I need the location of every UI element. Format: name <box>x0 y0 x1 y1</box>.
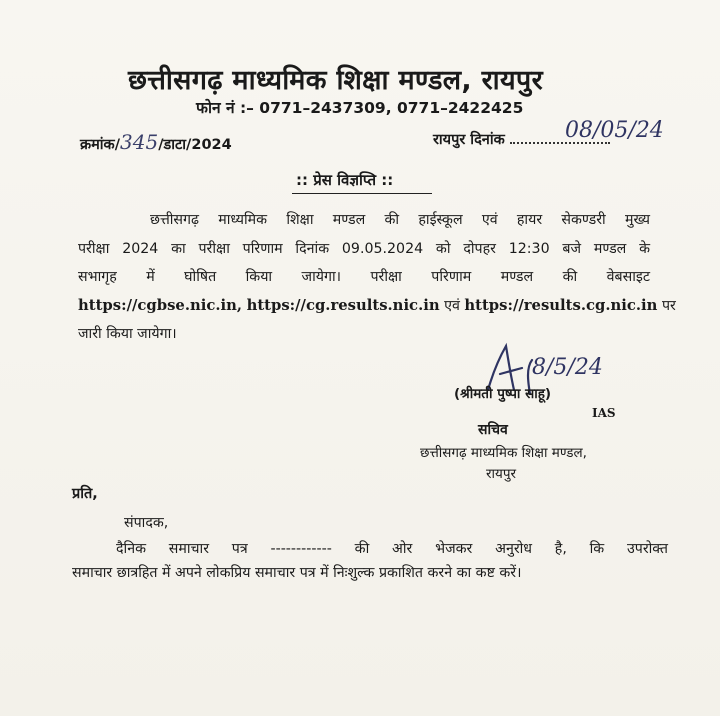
recipient-editor: संपादक, <box>124 515 169 531</box>
handwritten-date: 08/05/24 <box>565 118 664 143</box>
signatory-designation: सचिव <box>478 422 508 438</box>
body-tail: पर <box>661 297 676 314</box>
date-prefix: रायपुर दिनांक <box>433 132 505 148</box>
body-conjunction: एवं <box>444 297 460 314</box>
notice-body <box>78 206 676 349</box>
signatory-city: रायपुर <box>486 466 517 482</box>
request-line-2: समाचार छात्रहित में अपने लोकप्रिय समाचार पत्र में निःशुल्क प्रकाशित करने का कष्ट करें। <box>72 565 522 581</box>
recipient-to: प्रति, <box>72 486 98 502</box>
notice-title: :: प्रेस विज्ञप्ति :: <box>296 171 394 189</box>
website-url-2: https://cg.results.nic.in <box>246 296 440 314</box>
phone-numbers: फोन नं :– 0771–2437309, 0771–2422425 <box>196 99 524 117</box>
signatory-service: IAS <box>592 406 616 420</box>
reference-suffix: /डाटा/2024 <box>158 137 232 153</box>
website-url-1: https://cgbse.nic.in, <box>78 296 243 314</box>
body-line-4 <box>78 292 676 321</box>
signatory-organization: छत्तीसगढ़ माध्यमिक शिक्षा मण्डल, <box>420 445 587 461</box>
reference-number <box>80 130 232 154</box>
reference-handwritten-number: 345 <box>120 130 159 154</box>
body-line-5: जारी किया जायेगा। <box>78 326 177 342</box>
body-line-3: सभागृह में घोषित किया जायेगा। परीक्षा परिणाम मण्डल की वेबसाइट <box>78 269 650 285</box>
recipient-request <box>72 537 668 585</box>
body-line-2: परीक्षा 2024 का परीक्षा परिणाम दिनांक 09.05.2024 को दोपहर 12:30 बजे मण्डल के <box>78 240 650 257</box>
website-url-3: https://results.cg.nic.in <box>464 296 658 314</box>
organization-title: छत्तीसगढ़ माध्यमिक शिक्षा मण्डल, रायपुर <box>128 65 543 96</box>
signatory-name: (श्रीमती पुष्पा साहू) <box>454 386 552 402</box>
request-line-1: दैनिक समाचार पत्र ------------ की ओर भेजकर अनुरोध है, कि उपरोक्त <box>116 541 668 557</box>
body-line-1: छत्तीसगढ़ माध्यमिक शिक्षा मण्डल की हाईस्कूल एवं हायर सेकण्डरी मुख्य <box>150 212 650 228</box>
notice-title-underline <box>292 193 432 194</box>
reference-prefix: क्रमांक/ <box>80 137 120 153</box>
signature-date-text: 8/5/24 <box>532 355 603 380</box>
